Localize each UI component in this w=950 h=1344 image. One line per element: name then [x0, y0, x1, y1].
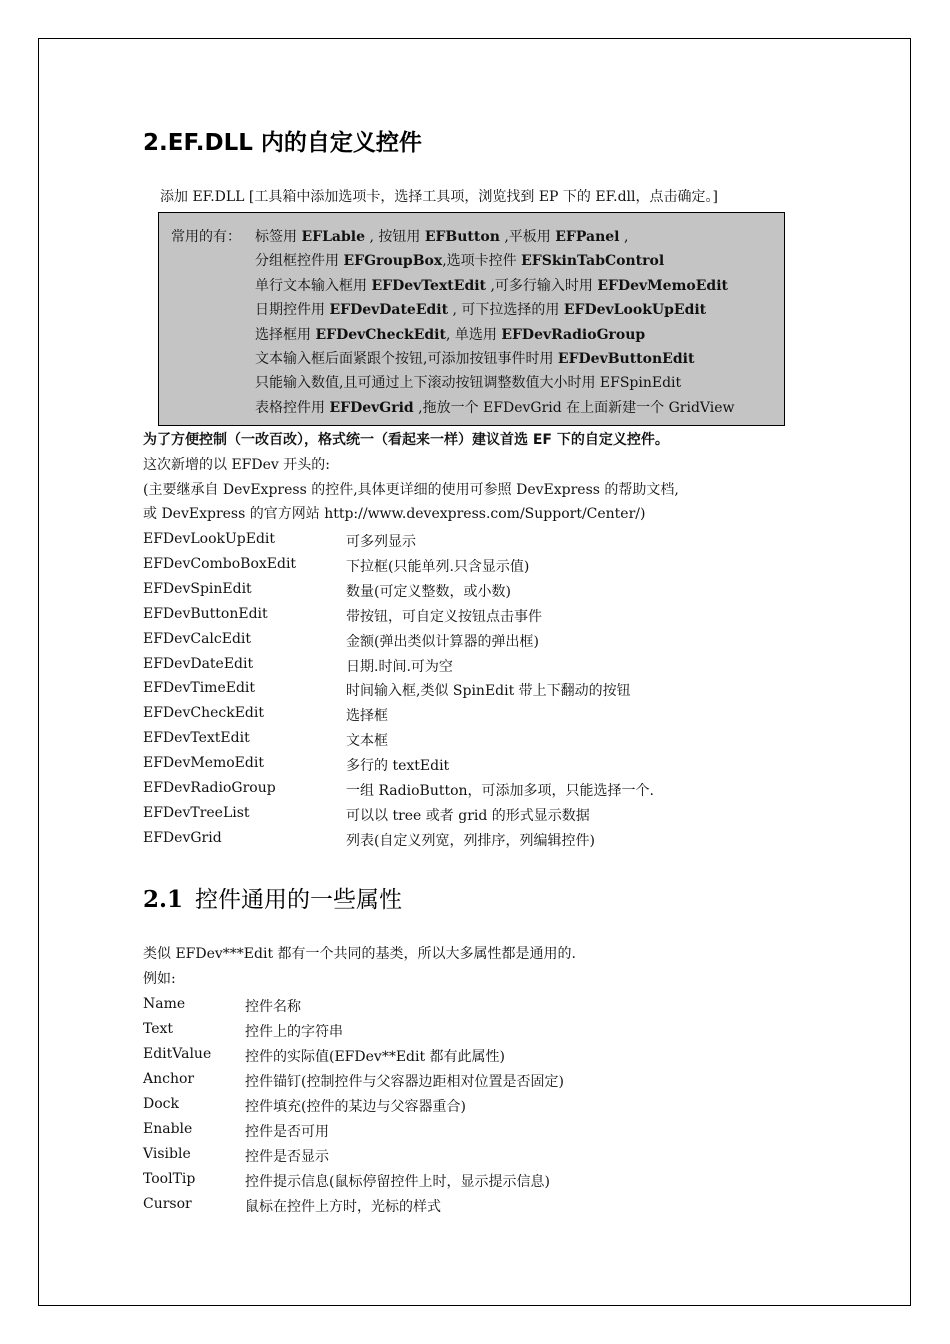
common-controls-text: 单行文本输入框用 [255, 277, 372, 294]
intro-text: 添加 EF.DLL [工具箱中添加选项卡，选择工具项，浏览找到 EP 下的 EF.dll，点击确定。] [160, 189, 718, 205]
common-controls-text: ,平板用 [499, 229, 556, 245]
control-description: 多行的 textEdit [346, 758, 450, 775]
control-description: 日期.时间.可为空 [346, 658, 453, 675]
paragraph-line-1: 这次新增的以 EFDev 开头的: [143, 457, 330, 473]
control-name: EFDevSpinEdit [143, 580, 252, 597]
property-description: 控件提示信息(鼠标停留控件上时，显示提示信息) [245, 1174, 550, 1190]
control-description: 可多列显示 [346, 534, 416, 550]
common-controls-text: 只能输入数值,且可通过上下滚动按钮调整数值大小时用 EFSpinEdit [255, 375, 682, 392]
property-name: Dock [143, 1096, 179, 1112]
common-controls-text: 日期控件用 [255, 302, 330, 319]
control-description: 可以以 tree 或者 grid 的形式显示数据 [346, 807, 590, 824]
paragraph-line-3: 或 DevExpress 的官方网站 http://www.devexpress.com/Support/Center/) [143, 506, 646, 522]
control-description: 列表(自定义列宽，列排序，列编辑控件) [346, 832, 595, 849]
common-controls-line [255, 324, 645, 344]
property-description: 控件上的字符串 [245, 1024, 343, 1040]
common-controls-line [255, 397, 735, 417]
control-name: EFDevTimeEdit [143, 680, 256, 697]
control-name: EFDevTreeList [143, 804, 250, 821]
section-heading: 2.EF.DLL 内的自定义控件 [143, 130, 422, 156]
control-name: EFDevCheckEdit [143, 705, 264, 722]
subsection-title: 控件通用的一些属性 [195, 887, 403, 913]
property-description: 鼠标在控件上方时，光标的样式 [245, 1199, 441, 1215]
property-description: 控件锚钉(控制控件与父容器边距相对位置是否固定) [245, 1074, 564, 1090]
control-class-name: EFDevDateEdit [329, 302, 449, 319]
property-name: Visible [143, 1146, 191, 1162]
control-name: EFDevLookUpEdit [143, 531, 276, 547]
property-name: Name [143, 996, 186, 1012]
common-controls-text: 选择框用 [255, 326, 316, 343]
section2-line-2: 例如: [143, 971, 176, 987]
common-controls-text: 分组框控件用 [255, 253, 344, 270]
property-name: EditValue [143, 1046, 212, 1062]
control-name: EFDevButtonEdit [143, 605, 268, 622]
common-controls-text: , 可下拉选择的用 [448, 302, 564, 319]
property-description: 控件填充(控件的某边与父容器重合) [245, 1099, 466, 1115]
control-description: 数量(可定义整数，或小数) [346, 583, 511, 600]
property-description: 控件是否可用 [245, 1124, 329, 1140]
common-controls-text: ,拖放一个 EFDevGrid 在上面新建一个 GridView [413, 399, 735, 416]
control-class-name: EFPanel [555, 229, 620, 245]
property-description: 控件的实际值(EFDev**Edit 都有此属性) [245, 1049, 506, 1065]
control-name: EFDevComboBoxEdit [143, 555, 297, 572]
common-controls-text: 文本输入框后面紧跟个按钮,可添加按钮事件时用 [255, 351, 558, 367]
control-class-name: EFButton [424, 229, 500, 245]
control-description: 下拉框(只能单列.只含显示值) [346, 558, 530, 575]
common-controls-line [255, 250, 664, 270]
control-name: EFDevDateEdit [143, 655, 254, 672]
control-class-name: EFDevCheckEdit [315, 326, 446, 343]
control-class-name: EFDevLookUpEdit [563, 302, 707, 319]
common-controls-label: 常用的有： [171, 229, 241, 245]
section2-line-1: 类似 EFDev***Edit 都有一个共同的基类，所以大多属性都是通用的. [143, 946, 576, 962]
control-class-name: EFDevGrid [329, 399, 414, 416]
common-controls-line [255, 299, 706, 319]
control-name: EFDevRadioGroup [143, 780, 276, 796]
control-class-name: EFDevTextEdit [371, 277, 487, 294]
common-controls-text: 表格控件用 [255, 399, 330, 416]
control-name: EFDevGrid [143, 829, 222, 846]
common-controls-text: , [619, 229, 629, 245]
control-description: 选择框 [346, 708, 388, 725]
control-description: 文本框 [346, 733, 388, 750]
control-class-name: EFDevRadioGroup [501, 326, 646, 343]
control-name: EFDevTextEdit [143, 730, 250, 747]
control-description: 带按钮，可自定义按钮点击事件 [346, 608, 542, 625]
control-class-name: EFGroupBox [343, 253, 443, 270]
property-name: Enable [143, 1121, 193, 1137]
common-controls-line [255, 226, 628, 246]
property-description: 控件是否显示 [245, 1149, 329, 1165]
control-class-name: EFDevMemoEdit [597, 277, 728, 294]
common-controls-text: ,选项卡控件 [442, 253, 522, 270]
property-description: 控件名称 [245, 999, 301, 1015]
property-name: ToolTip [143, 1171, 196, 1187]
control-description: 金额(弹出类似计算器的弹出框) [346, 633, 539, 650]
common-controls-text: ,可多行输入时用 [486, 277, 598, 294]
common-controls-text: 标签用 [255, 229, 302, 245]
common-controls-line [255, 275, 728, 295]
paragraph-line-2: (主要继承自 DevExpress 的控件,具体更详细的使用可参照 DevExpress 的帮助文档, [143, 482, 679, 498]
subsection-number: 2.1 [143, 886, 184, 913]
control-class-name: EFDevButtonEdit [557, 351, 695, 367]
property-name: Text [143, 1021, 174, 1037]
control-name: EFDevMemoEdit [143, 755, 264, 772]
control-name: EFDevCalcEdit [143, 630, 252, 647]
common-controls-text: , 单选用 [445, 326, 502, 343]
control-description: 时间输入框,类似 SpinEdit 带上下翻动的按钮 [346, 683, 631, 700]
property-name: Cursor [143, 1196, 192, 1212]
property-name: Anchor [143, 1071, 195, 1087]
subsection-heading [143, 881, 402, 914]
recommendation-note: 为了方便控制（一改百改），格式统一（看起来一样）建议首选 EF 下的自定义控件。 [143, 432, 669, 448]
common-controls-text: , 按钮用 [365, 229, 425, 245]
common-controls-line [255, 372, 681, 392]
control-description: 一组 RadioButton，可添加多项，只能选择一个. [346, 783, 654, 799]
control-class-name: EFSkinTabControl [521, 253, 665, 270]
control-class-name: EFLable [301, 229, 365, 245]
common-controls-line [255, 348, 694, 368]
